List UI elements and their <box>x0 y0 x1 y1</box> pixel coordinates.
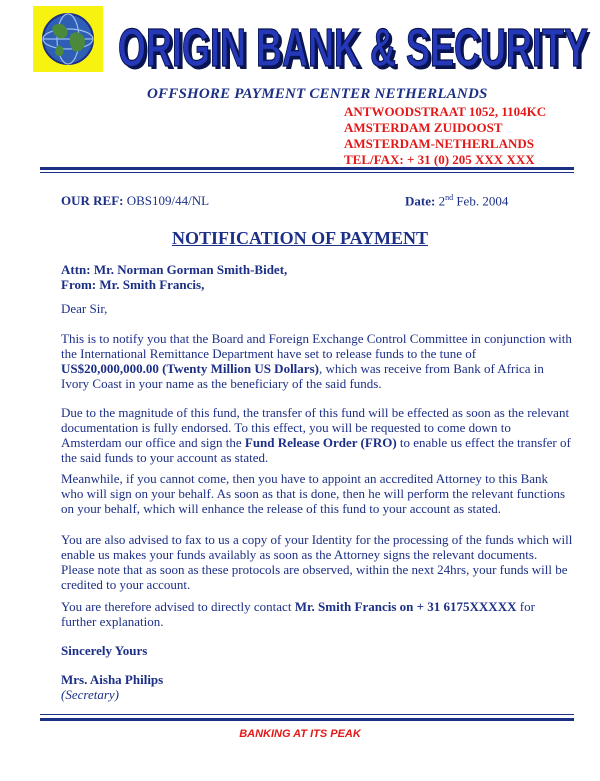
closing: Sincerely Yours <box>61 643 148 658</box>
attn-line: Attn: Mr. Norman Gorman Smith-Bidet, <box>61 262 288 277</box>
paragraph-3: Meanwhile, if you cannot come, then you have to appoint an accredited Attorney to this Bank who will sign on your behalf. As soon as that is done, then he will perform the relevant functions on your behalf, which will enhance the release of this fund to your account as stated. <box>61 471 566 516</box>
letter-date <box>405 193 508 209</box>
p2-text-a: Due to the magnitude of this fund, the transfer of this fund will be effected as soon as the relevant documentation is fully endorsed. To this effect, you will be requested to come down to Amsterdam our office and sign the <box>61 405 570 450</box>
paragraph-4: You are also advised to fax to us a copy of your Identity for the processing of the funds which will enable us makes your funds availably as soon as the Attorney signs the relevant documents. Please note that as soon as these protocols are observed, within the next 24hrs, your funds will be credited to your account. <box>61 532 573 592</box>
bank-name: ORIGIN BANK & SECURITY <box>118 18 588 78</box>
page-title: NOTIFICATION OF PAYMENT <box>171 228 429 248</box>
tel-fax-line: TEL/FAX: + 31 (0) 205 XXX XXX <box>344 152 535 167</box>
footer-slogan: BANKING AT ITS PEAK <box>239 728 361 740</box>
footer-divider-thin <box>40 714 574 715</box>
paragraph-1 <box>61 331 573 391</box>
paragraph-5 <box>61 599 573 629</box>
salutation: Dear Sir, <box>61 301 108 316</box>
p1-text-c: , which was receive from Bank of Africa in Ivory Coast in your name as the beneficiary of the said funds. <box>61 361 544 391</box>
date-label: Date: <box>405 193 436 209</box>
from-line: From: Mr. Smith Francis, <box>61 277 205 292</box>
reference <box>61 193 209 209</box>
date-suffix: nd <box>445 193 454 202</box>
ref-label: OUR REF: <box>61 193 124 208</box>
address-line-1: ANTWOODSTRAAT 1052, 1104KC <box>344 104 547 119</box>
paragraph-2 <box>61 405 573 465</box>
footer-divider <box>40 718 574 721</box>
address-line-2: AMSTERDAM ZUIDOOST <box>344 120 503 135</box>
bank-name-wordmark <box>113 2 593 80</box>
date-rest: Feb. 2004 <box>456 193 509 209</box>
p1-amount: US$20,000,000.00 (Twenty Million US Dollars) <box>61 361 319 376</box>
globe-icon <box>41 12 95 66</box>
p5-text-a: You are therefore advised to directly contact <box>61 599 295 614</box>
date-day: 2 <box>438 193 446 209</box>
bank-logo <box>33 6 103 72</box>
ref-value: OBS109/44/NL <box>126 193 210 208</box>
header-divider-thin <box>40 172 574 173</box>
p2-text-c: to enable us effect the transfer of the said funds to your account as stated. <box>61 435 571 465</box>
address-line-3: AMSTERDAM-NETHERLANDS <box>344 136 534 151</box>
p5-contact: Mr. Smith Francis on + 31 6175XXXXX <box>294 599 517 614</box>
p5-text-c: for further explanation. <box>61 599 535 629</box>
p2-fro: Fund Release Order (FRO) <box>244 435 397 450</box>
header-divider <box>40 167 574 170</box>
payment-center-title: OFFSHORE PAYMENT CENTER NETHERLANDS <box>147 86 488 102</box>
signer-name: Mrs. Aisha Philips <box>61 672 164 687</box>
svg-text:ORIGIN BANK & SECURITY: ORIGIN BANK & SECURITY <box>121 21 591 80</box>
signer-title: (Secretary) <box>61 687 119 702</box>
p1-text-a: This is to notify you that the Board and Foreign Exchange Control Committee in conjunction with the International Remittance Department have set to release funds to the tune of <box>61 331 572 361</box>
